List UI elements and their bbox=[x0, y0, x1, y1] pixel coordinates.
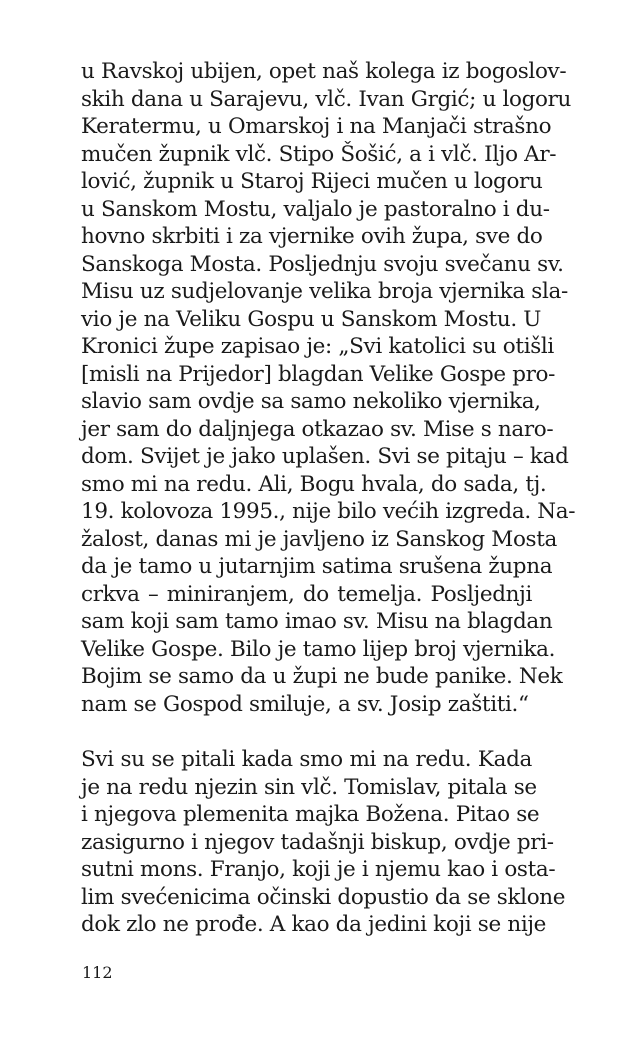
text-line: da je tamo u jutarnjim satima srušena župna bbox=[81, 554, 553, 579]
text-line: Velike Gospe. Bilo je tamo lijep broj vjernika. bbox=[81, 636, 556, 662]
page-number: 112 bbox=[82, 963, 113, 982]
text-line: i njegova plemenita majka Božena. Pitao se bbox=[81, 802, 540, 827]
text-line: [misli na Prijedor] blagdan Velike Gospe pro- bbox=[81, 361, 556, 387]
text-line: vio je na Veliku Gospu u Sanskom Mostu. U bbox=[81, 306, 542, 332]
text-line: Bojim se samo da u župi ne bude panike. Nek bbox=[81, 664, 563, 689]
text-line: je na redu njezin sin vlč. Tomislav, pitala se bbox=[81, 774, 537, 800]
text-line: zasigurno i njegov tadašnji biskup, ovdje pri- bbox=[81, 829, 554, 855]
text-line: mučen župnik vlč. Stipo Šošić, a i vlč. Iljo Ar- bbox=[81, 141, 557, 167]
text-line: sam koji sam tamo imao sv. Misu na blagdan bbox=[81, 609, 553, 634]
paragraph-2 bbox=[81, 746, 566, 939]
text-line: nam se Gospod smiluje, a sv. Josip zaštiti.“ bbox=[81, 691, 529, 717]
text-line: žalost, danas mi je javljeno iz Sanskog Mosta bbox=[81, 526, 557, 552]
text-line: Sanskoga Mosta. Posljednju svoju svečanu sv. bbox=[81, 251, 564, 277]
text-line: dok zlo ne prođe. A kao da jedini koji se nije bbox=[81, 912, 547, 937]
text-line: jer sam do daljnjega otkazao sv. Mise s naro- bbox=[81, 416, 554, 442]
text-line: Svi su se pitali kada smo mi na redu. Kada bbox=[81, 747, 532, 772]
page-body bbox=[81, 58, 576, 939]
text-line: u Ravskoj ubijen, opet naš kolega iz bogoslov- bbox=[81, 59, 567, 84]
text-line: Keratermu, u Omarskoj i na Manjači strašno bbox=[81, 114, 552, 139]
text-line: crkva – miniranjem, do temelja. Posljednji bbox=[81, 581, 532, 607]
text-line: smo mi na redu. Ali, Bogu hvala, do sada, tj. bbox=[81, 471, 547, 497]
text-line: sutni mons. Franjo, koji je i njemu kao i osta- bbox=[81, 857, 556, 882]
text-line: skih dana u Sarajevu, vlč. Ivan Grgić; u logoru bbox=[81, 86, 572, 112]
text-line: u Sanskom Mostu, valjalo je pastoralno i du- bbox=[81, 196, 550, 222]
text-line: lim svećenicima očinski dopustio da se sklone bbox=[81, 884, 566, 910]
text-line: dom. Svijet je jako uplašen. Svi se pitaju – kad bbox=[81, 444, 569, 469]
paragraph-1 bbox=[81, 58, 576, 718]
text-line: hovno skrbiti i za vjernike ovih župa, sve do bbox=[81, 224, 543, 249]
text-line: lović, župnik u Staroj Rijeci mučen u logoru bbox=[81, 169, 543, 194]
text-line: slavio sam ovdje sa samo nekoliko vjernika, bbox=[81, 389, 541, 414]
text-line: 19. kolovoza 1995., nije bilo većih izgreda. Na- bbox=[81, 499, 576, 524]
text-line: Misu uz sudjelovanje velika broja vjernika sla- bbox=[81, 279, 568, 304]
text-line: Kronici župe zapisao je: „Svi katolici su otišli bbox=[81, 334, 554, 359]
